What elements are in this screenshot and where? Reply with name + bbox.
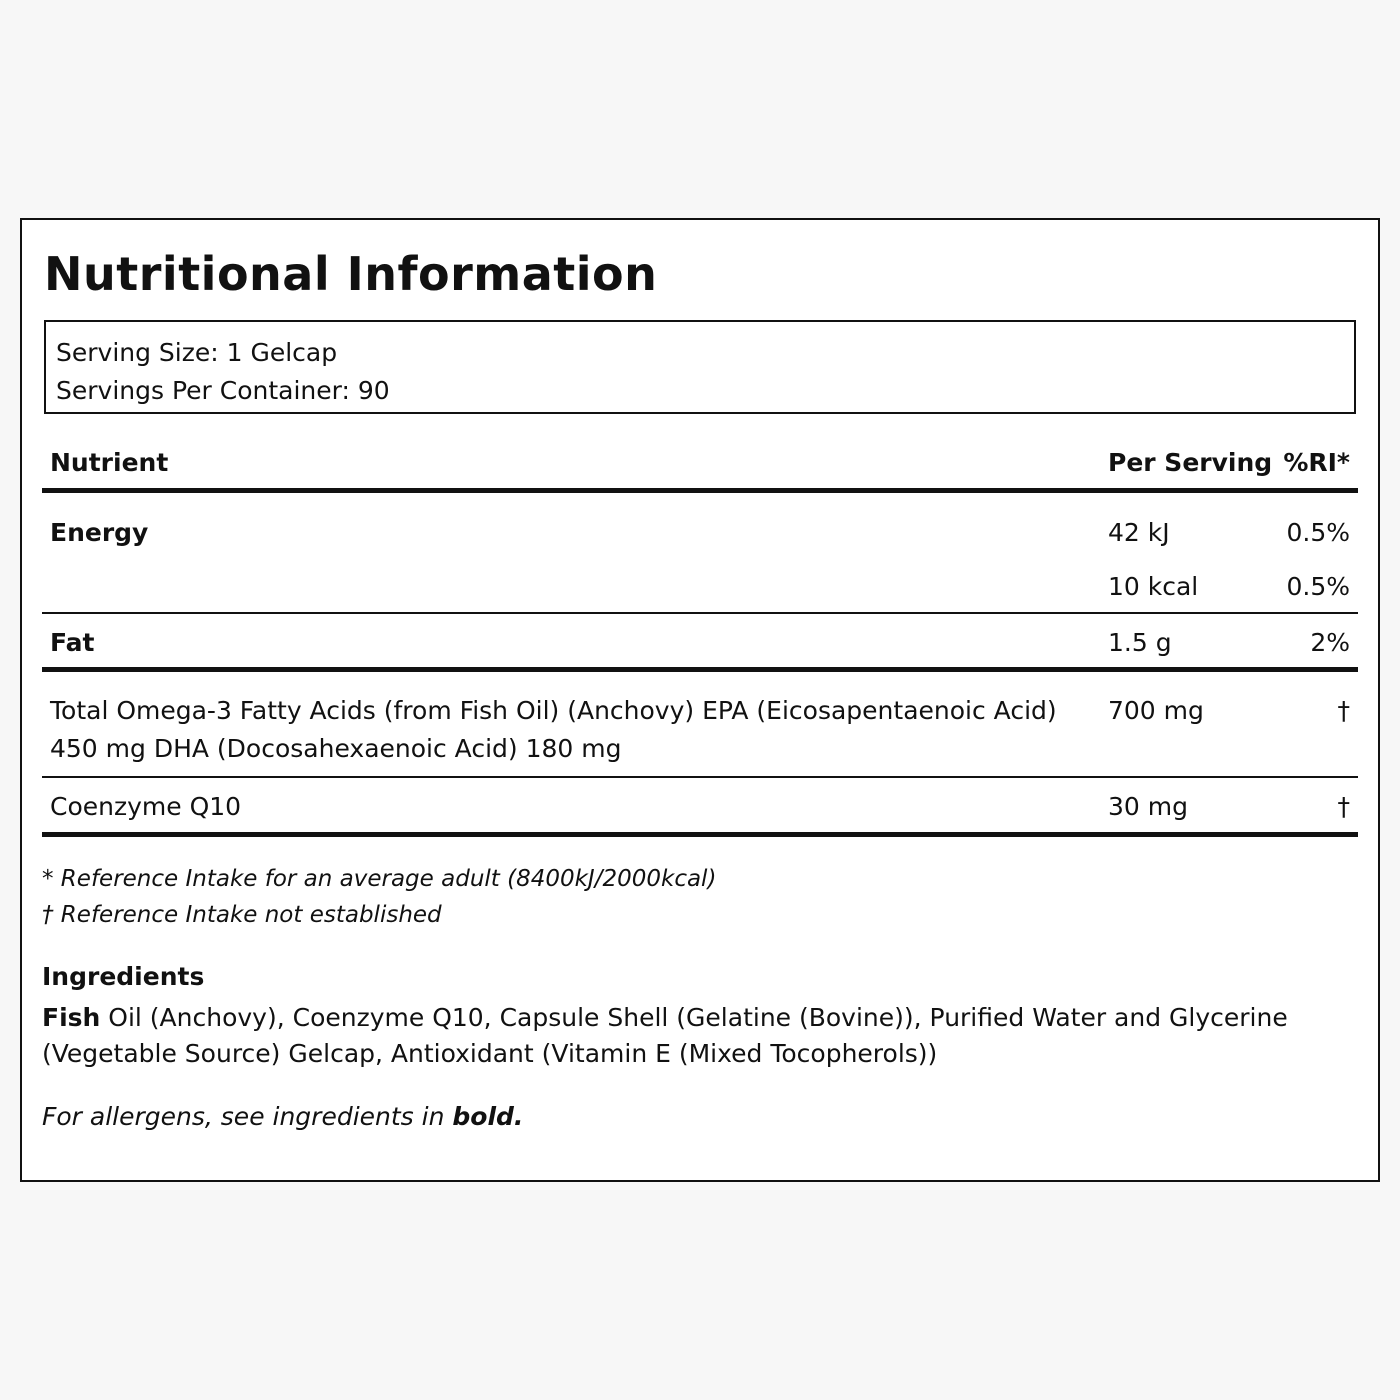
servings-per-container: Servings Per Container: 90 — [56, 376, 390, 405]
omega3-divider — [42, 776, 1358, 778]
header-nutrient: Nutrient — [50, 448, 169, 477]
header-ri: %RI* — [1283, 448, 1350, 477]
serving-size: Serving Size: 1 Gelcap — [56, 338, 338, 367]
energy-label: Energy — [50, 518, 149, 547]
energy-divider — [42, 612, 1358, 614]
energy-kcal-value: 10 kcal — [1108, 572, 1199, 601]
coq10-value: 30 mg — [1108, 792, 1188, 821]
omega3-label: Total Omega-3 Fatty Acids (from Fish Oil) (Anchovy) EPA (Eicosapentaenoic Acid) 450 mg DHA (Docosahexaenoic Acid) 180 mg — [50, 696, 1057, 763]
page-title: Nutritional Information — [44, 247, 658, 301]
energy-kj-ri: 0.5% — [1286, 518, 1350, 547]
table-bottom-divider — [42, 832, 1358, 837]
coq10-ri: † — [1337, 792, 1350, 821]
ingredients-list: Oil (Anchovy), Coenzyme Q10, Capsule Shell (Gelatine (Bovine)), Purified Water and Glycerine (Vegetable Source) Gelcap, Antioxidant (Vitamin E (Mixed Tocopherols)) — [42, 1003, 1288, 1068]
allergen-note-prefix: For allergens, see ingredients in — [42, 1102, 453, 1131]
allergen-note-bold: bold. — [452, 1102, 524, 1131]
ingredients-heading: Ingredients — [42, 962, 205, 991]
omega3-value: 700 mg — [1108, 696, 1204, 725]
energy-kcal-ri: 0.5% — [1286, 572, 1350, 601]
fat-ri: 2% — [1310, 628, 1350, 657]
fat-label: Fat — [50, 628, 95, 657]
nutrition-panel — [20, 218, 1380, 1182]
omega3-ri: † — [1337, 696, 1350, 725]
header-divider — [42, 488, 1358, 493]
dagger-footnote: † Reference Intake not established — [42, 902, 442, 928]
coq10-label: Coenzyme Q10 — [50, 792, 242, 821]
fat-value: 1.5 g — [1108, 628, 1172, 657]
ingredients-text — [42, 1000, 1362, 1072]
allergen-word: Fish — [42, 1003, 101, 1032]
ri-footnote: * Reference Intake for an average adult (8400kJ/2000kcal) — [42, 866, 717, 892]
header-per-serving: Per Serving — [1108, 448, 1273, 477]
allergen-note — [42, 1098, 523, 1136]
fat-divider — [42, 667, 1358, 672]
serving-info-box — [44, 320, 1356, 414]
energy-kj-value: 42 kJ — [1108, 518, 1170, 547]
